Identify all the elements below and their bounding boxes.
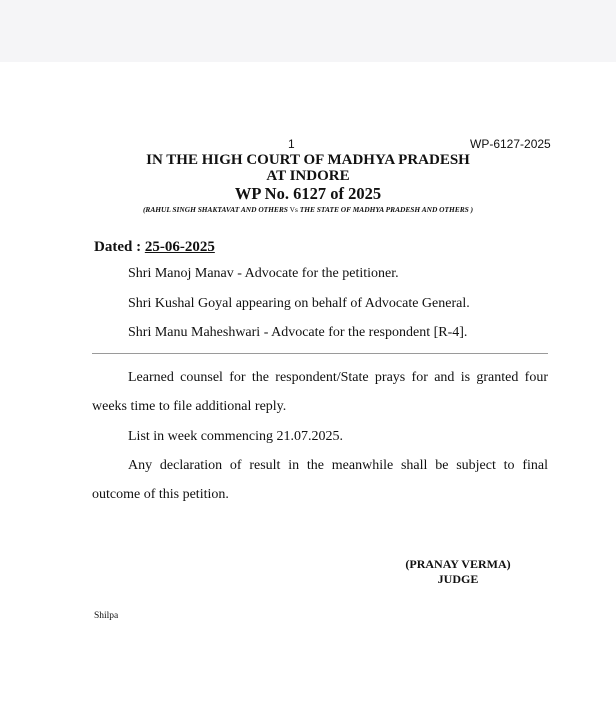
respondent-name: THE STATE OF MADHYA PRADESH AND OTHERS ) — [299, 205, 474, 214]
order-paragraph-2: List in week commencing 21.07.2025. — [128, 429, 344, 444]
dated-label: Dated : — [94, 239, 145, 255]
order-paragraph-1-line-2: weeks time to file additional reply. — [92, 399, 287, 414]
top-band — [0, 0, 616, 62]
case-reference: WP-6127-2025 — [470, 137, 551, 151]
judge-name: (PRANAY VERMA) — [405, 557, 511, 571]
petitioner-name: (RAHUL SINGH SHAKTAVAT AND OTHERS — [142, 205, 288, 214]
page-number: 1 — [288, 137, 295, 151]
appearance-respondent: Shri Manu Maheshwari - Advocate for the respondent [R-4]. — [128, 325, 468, 340]
order-paragraph-3-line-2: outcome of this petition. — [92, 487, 229, 502]
court-bench: AT INDORE — [266, 168, 350, 184]
court-name: IN THE HIGH COURT OF MADHYA PRADESH — [146, 152, 470, 168]
order-paragraph-1-line-1: Learned counsel for the respondent/State prays for and is granted four — [128, 370, 548, 385]
order-paragraph-3-line-1: Any declaration of result in the meanwhile shall be subject to final — [128, 458, 548, 473]
appearance-state: Shri Kushal Goyal appearing on behalf of Advocate General. — [128, 296, 470, 311]
judge-title: JUDGE — [437, 572, 479, 586]
versus-label: Vs — [287, 205, 300, 214]
clerk-name: Shilpa — [94, 611, 119, 621]
date-value: 25-06-2025 — [144, 239, 215, 255]
parties-line — [0, 205, 616, 214]
divider — [92, 353, 548, 354]
order-date — [94, 239, 215, 256]
appearance-petitioner: Shri Manoj Manav - Advocate for the petitioner. — [128, 266, 399, 281]
case-title: WP No. 6127 of 2025 — [234, 184, 382, 203]
